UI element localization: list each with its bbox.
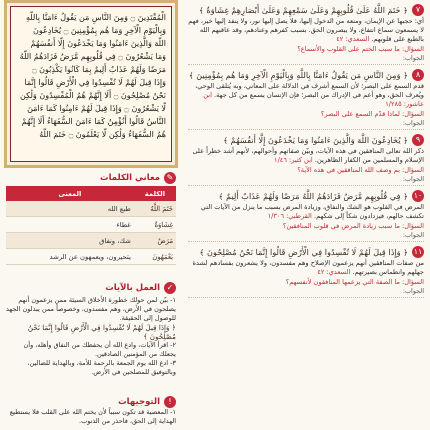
source-reference: ابن كثير: ١/٤٦	[274, 156, 313, 164]
vocab-table	[6, 186, 176, 265]
explanation-text: من صفات المنافقين أنهم يزعمون الإصلاح وهم مفسدون، ولا يشعرون بفسادهم لشدة جهلهم وانطماس بصيرتهم. السعدي: ٤٢	[192, 259, 424, 276]
explanation-text: ذكر الله تعالى المنافقين في هذه الآيات، وبيّن صفاتهم وأحوالهم، لأنهم أشد خطراً على الإسلام والمسلمين من الكفار الظاهرين. ابن كثير: ١/٤٦	[192, 147, 424, 164]
vocab-meaning: يتحيرون، ويعمهون عن الرشد	[6, 249, 134, 265]
work-point-1: ١- بيّن لمن حولك خطورة الأخلاق السيئة ممن يزعمون أنهم يصلحون في الأرض، وهم مفسدون، وخصوصاً ممن يبذلون الجهد للوصول إلى الحقيقة.	[6, 296, 176, 322]
quran-line: نَحْنُ مُصْلِحُونَ ۝ أَلَا إِنَّهُمْ هُمُ الْمُفْسِدُونَ وَلَٰكِن	[19, 91, 166, 100]
vocab-meaning: طبع الله	[6, 201, 134, 217]
lightbulb-icon: !	[164, 396, 176, 408]
quran-line: النَّاسُ قَالُوا أَنُؤْمِنُ كَمَا ءَامَنَ السُّفَهَاءُ أَلَا إِنَّهُمْ	[21, 117, 166, 126]
quran-line: وَمَا يَشْعُرُونَ ۝ فِي قُلُوبِهِم مَّرَضٌ فَزَادَهُمُ اللَّهُ	[19, 52, 166, 61]
vocab-section-title: معاني الكلمات	[100, 173, 160, 183]
vocab-word: مَرَضٌ	[134, 233, 176, 249]
verse-number-badge: ٨	[412, 69, 424, 81]
commentary-entry-3	[188, 134, 424, 186]
answer-line: الجواب:	[188, 287, 424, 298]
vocab-header-meaning: المعنى	[6, 186, 134, 201]
question-text: السؤال: ما الصفة التي يزعمها المنافقون لأنفسهم؟	[285, 278, 424, 286]
explanation-text: أي: حجبها عن الإيمان، ومنعه من الدخول إليها، فلا يصل إليها نور، ولا ينفذ إليها خير، فهم لا يسمعون سماع انتفاع، ولا يبصرون الحق. بسبب كفرهم وعنادهم، وقد عاقبهم الله بالطبع على قلوبهم. السعدي: ٤٢	[188, 17, 424, 43]
directions-body: ١- المعصية قد تكون سبباً لأن يختم الله على القلب فلا يستطيع الهداية إلى الحق، فاحذر من الذنوب.	[9, 408, 176, 425]
quran-line: وَبِالْيَوْمِ الْآخِرِ وَمَا هُم بِمُؤْمِنِينَ ۝ يُخَادِعُونَ	[32, 26, 166, 35]
checklist-icon: ✓	[164, 282, 176, 294]
verse-number-badge: ٧	[412, 4, 424, 16]
work-point-2: ٢- اقرأ الآيات، وادع الله أن يحفظك من النفاق وأهله، وأن يجعلك من المؤمنين الصادقين.	[23, 341, 176, 358]
commentary-entry-2	[188, 69, 424, 130]
ayah-text: ﴿ وَمِنَ النَّاسِ مَن يَقُولُ ءَامَنَّا بِاللَّهِ وَبِالْيَوْمِ الْآخِرِ وَمَا هُم بِمُؤْمِنِينَ ﴾	[188, 70, 408, 80]
left-column	[0, 0, 182, 430]
table-row	[6, 233, 176, 249]
answer-line: الجواب:	[188, 54, 424, 65]
commentary-entry-1	[188, 4, 424, 65]
answer-line: الجواب:	[188, 175, 424, 186]
vocab-word: يَعْمَهُونَ	[134, 249, 176, 265]
directions-section-title: التوجيهات	[118, 397, 160, 407]
ayah-text: ﴿ خَتَمَ اللَّهُ عَلَىٰ قُلُوبِهِمْ وَعَلَىٰ سَمْعِهِمْ وَعَلَىٰ أَبْصَارِهِمْ غِشَاوَةٌ ﴾	[199, 5, 408, 15]
source-reference: السعدي: ٤٢	[336, 35, 370, 43]
question-text: السؤال: ما سبب زيادة المرض في قلوب المنافقين؟	[282, 222, 424, 230]
vocab-meaning: شك، ونفاق	[6, 233, 134, 249]
quran-line: مَرَضًا وَلَهُمْ عَذَابٌ أَلِيمٌ بِمَا كَانُوا يَكْذِبُونَ ۝	[31, 65, 166, 74]
vocab-header-word: الكلمة	[134, 186, 176, 201]
answer-line: الجواب:	[188, 119, 424, 130]
answer-line: الجواب:	[188, 231, 424, 242]
commentary-column	[182, 0, 430, 430]
work-point-3: ٣- ادع الله يوم الجمعة بالرحمة للأمة، وبالهداية للضالين، وبالتوفيق للمصلحين في الأرض.	[27, 359, 176, 376]
book-icon: ✎	[164, 172, 176, 184]
work-section-body	[6, 296, 176, 377]
verse-number-badge: ٩	[412, 134, 424, 146]
verse-number-badge: ١١	[413, 247, 423, 256]
commentary-entry-5	[188, 246, 424, 298]
source-reference: السعدي: ٤٢	[317, 268, 351, 276]
vocab-word: غِشَاوَةٌ	[134, 217, 176, 233]
commentary-entry-4	[188, 190, 424, 242]
ayah-text: ﴿ يُخَادِعُونَ اللَّهَ وَالَّذِينَ ءَامَنُوا وَمَا يَخْدَعُونَ إِلَّا أَنفُسَهُمْ ﴾	[223, 135, 408, 145]
quran-line: اللَّهَ وَالَّذِينَ ءَامَنُوا وَمَا يَخْدَعُونَ إِلَّا أَنفُسَهُمْ	[30, 39, 166, 48]
quran-line: وَإِذَا قِيلَ لَهُمْ لَا تُفْسِدُوا فِي الْأَرْضِ قَالُوا إِنَّمَا	[24, 78, 166, 87]
source-reference: القرطبي: ١/٣٠٦	[267, 212, 312, 220]
quran-text-panel	[10, 6, 172, 162]
quran-line: هُمُ السُّفَهَاءُ وَلَٰكِن لَّا يَعْلَمُونَ ۝ خَتَمَ اللَّهُ	[39, 130, 166, 139]
directions-section-header	[118, 396, 176, 408]
table-row	[6, 201, 176, 217]
ayah-text: ﴿ فِي قُلُوبِهِم مَّرَضٌ فَزَادَهُمُ اللَّهُ مَرَضًا وَلَهُمْ عَذَابٌ أَلِيمٌ ﴾	[218, 191, 408, 201]
vocab-word: خَتَمَ اللَّهُ	[134, 201, 176, 217]
table-row	[6, 249, 176, 265]
question-text: السؤال: ما سبب الختم على القلوب والأسماع؟	[297, 45, 424, 53]
question-text: السؤال: بم وصف الله المنافقين في هذه الآية؟	[297, 166, 424, 174]
work-section-title: العمل بالآيات	[105, 283, 160, 293]
ayah-text: ﴿ وَإِذَا قِيلَ لَهُمْ لَا تُفْسِدُوا فِي الْأَرْضِ قَالُوا إِنَّمَا نَحْنُ مُصْلِحُونَ ﴾	[199, 247, 408, 257]
vocab-section-header	[100, 172, 176, 184]
verse-number-badge: ١٠	[413, 191, 423, 200]
question-text: السؤال: لماذا قدّم السمع على البصر؟	[320, 110, 424, 118]
table-row	[6, 217, 176, 233]
explanation-text: المرض في القلوب هو الشك والنفاق، وزيادة المرض بسبب ما ينزل من الآيات التي تكشف حالهم، فيزدادون شكاً إلى شكهم. القرطبي: ١/٣٠٦	[200, 203, 424, 220]
vocab-meaning: غطاء	[6, 217, 134, 233]
quran-page-frame	[4, 0, 178, 168]
source-reference: ابن عاشور: ١/٢٨٥	[203, 91, 424, 108]
quran-line: الْمُقْتَدِينَ ۝ وَمِنَ النَّاسِ مَن يَقُولُ ءَامَنَّا بِاللَّهِ	[25, 13, 166, 22]
explanation-text: قدم السمع على البصر؛ لأن السمع أشرف في الدلالة على المعاني، وبه يُتلقى الوحي، ويُعرف الحق، وهو أعم في الإدراك من البصر؛ فإن الإنسان يسمع من كل جهة. ابن عاشور: ١/٢٨٥	[195, 82, 424, 108]
quran-line: لَّا يَشْعُرُونَ ۝ وَإِذَا قِيلَ لَهُمْ ءَامِنُوا كَمَا ءَامَنَ	[27, 104, 166, 113]
work-section-header	[105, 282, 176, 294]
work-ayah: ﴿ وَإِذَا قِيلَ لَهُمْ لَا تُفْسِدُوا فِي الْأَرْضِ قَالُوا إِنَّمَا نَحْنُ مُصْلِحُونَ ﴾	[27, 323, 176, 341]
